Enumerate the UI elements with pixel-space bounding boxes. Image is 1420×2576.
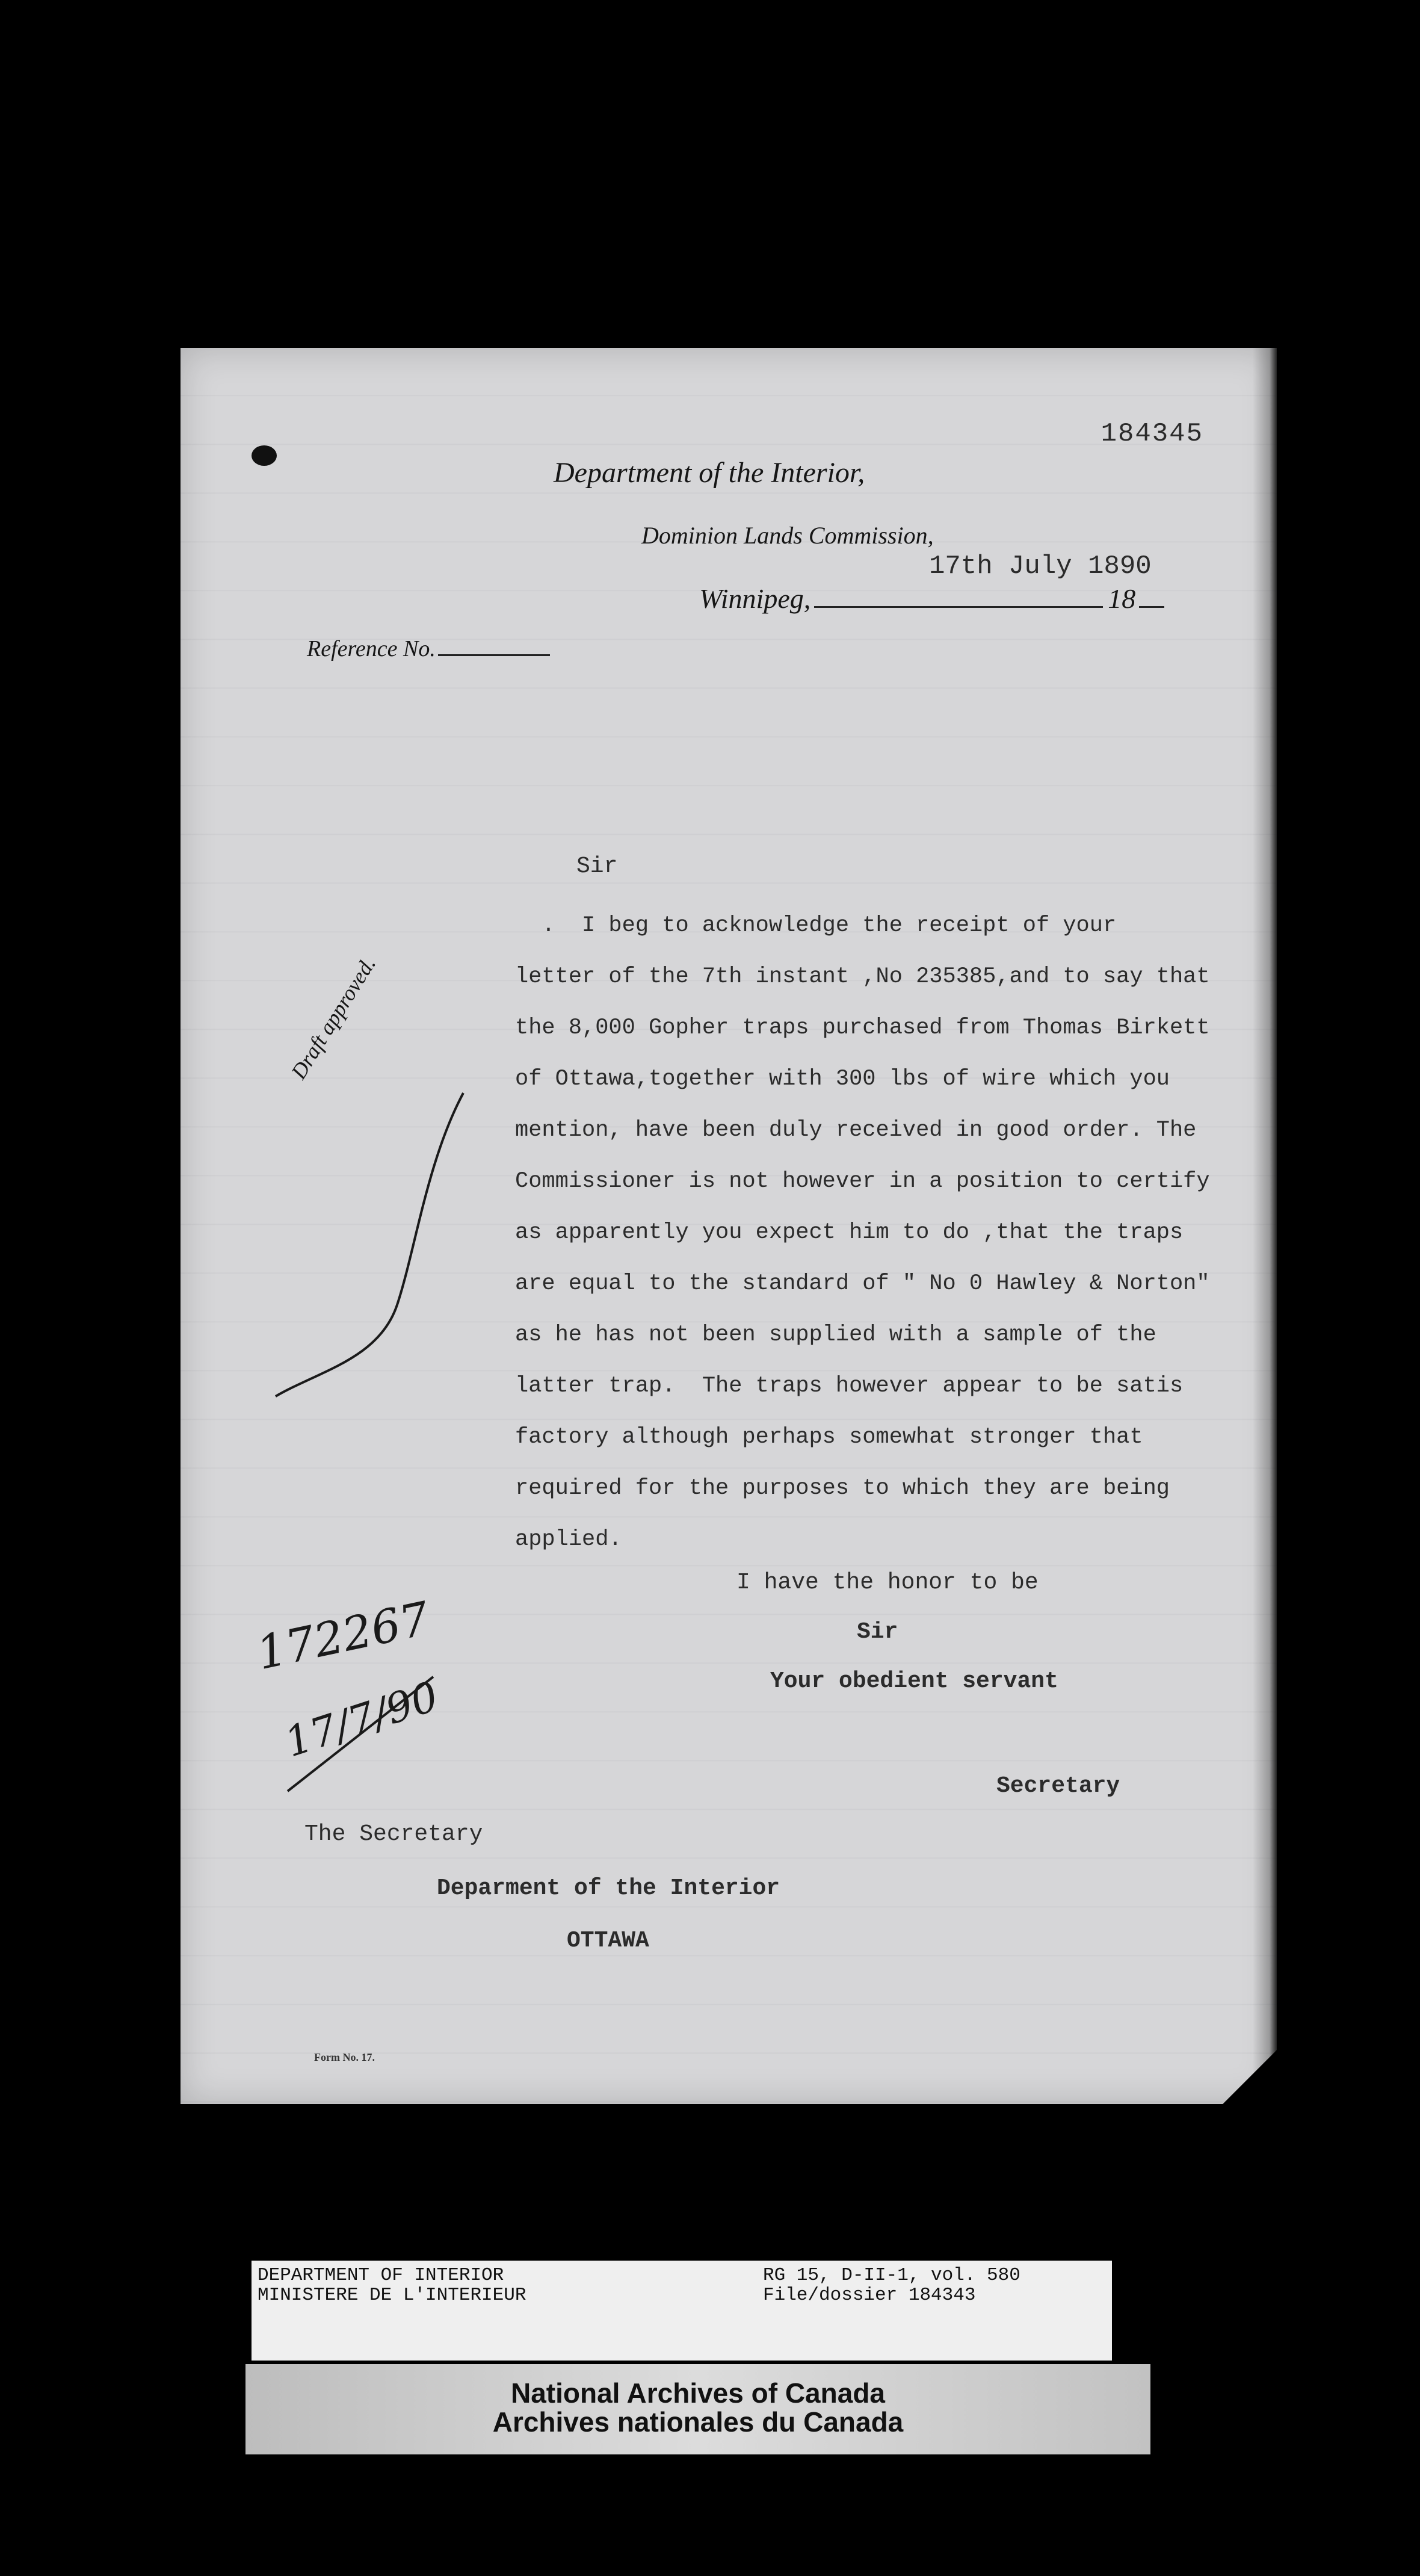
- reference-rule: [438, 643, 550, 656]
- closing-servant: Your obedient servant: [770, 1668, 1058, 1694]
- archive-dept-french: MINISTERE DE L'INTERIEUR: [258, 2285, 526, 2306]
- closing-sir: Sir: [857, 1619, 898, 1645]
- place-date-line: [699, 583, 1164, 615]
- archives-name-english: National Archives of Canada: [510, 2377, 885, 2409]
- letter-page: [181, 348, 1277, 2104]
- handwritten-date: 17/7/90: [279, 1673, 444, 1767]
- handwritten-reference: 172267: [252, 1591, 434, 1680]
- addressee-title: The Secretary: [304, 1821, 483, 1847]
- body-line: as he has not been supplied with a sample of the: [515, 1322, 1156, 1348]
- archive-label: [252, 2261, 1112, 2361]
- salutation: Sir: [576, 853, 618, 879]
- draft-approved-stamp: Draft approved.: [286, 952, 380, 1083]
- handwritten-curve: [271, 1088, 469, 1401]
- addressee-department: Deparment of the Interior: [437, 1875, 780, 1901]
- body-line: . I beg to acknowledge the receipt of your: [515, 913, 1117, 938]
- signature-title: Secretary: [996, 1773, 1120, 1799]
- body-line: as apparently you expect him to do ,that the traps: [515, 1220, 1184, 1245]
- body-line: Commissioner is not however in a position to certify: [515, 1169, 1210, 1194]
- letter-body: [515, 900, 1243, 1565]
- date-rule: [814, 594, 1103, 608]
- year-rule: [1139, 594, 1164, 608]
- commission-heading: Dominion Lands Commission,: [641, 522, 934, 549]
- archives-banner: [245, 2364, 1150, 2454]
- file-number: 184345: [1100, 419, 1203, 449]
- body-line: applied.: [515, 1527, 622, 1552]
- archive-dept-english: DEPARTMENT OF INTERIOR: [258, 2265, 504, 2286]
- reference-line: [307, 636, 550, 662]
- torn-corner: [1223, 2050, 1277, 2104]
- closing-line: I have the honor to be: [736, 1570, 1039, 1596]
- form-number: Form No. 17.: [314, 2051, 375, 2063]
- place-label: Winnipeg,: [699, 583, 811, 614]
- body-line: are equal to the standard of " No 0 Hawley & Norton": [515, 1271, 1210, 1296]
- punch-hole: [252, 445, 277, 466]
- typed-date: 17th July 1890: [929, 551, 1152, 581]
- body-line: mention, have been duly received in good order. The: [515, 1118, 1197, 1143]
- body-line: required for the purposes to which they are being: [515, 1476, 1170, 1501]
- year-prefix: 18: [1108, 583, 1136, 614]
- body-line: letter of the 7th instant ,No 235385,and to say that: [515, 964, 1210, 989]
- archive-record-group: RG 15, D-II-1, vol. 580: [763, 2265, 1020, 2286]
- archive-file-number: File/dossier 184343: [763, 2285, 976, 2306]
- page-edge-shadow: [1253, 348, 1277, 2104]
- archive-label-left: [258, 2265, 526, 2305]
- addressee-city: OTTAWA: [567, 1928, 649, 1954]
- body-line: of Ottawa,together with 300 lbs of wire which you: [515, 1067, 1170, 1092]
- department-heading: Department of the Interior,: [554, 457, 865, 489]
- body-line: factory although perhaps somewhat stronger that: [515, 1425, 1143, 1450]
- reference-label: Reference No.: [307, 636, 436, 661]
- archive-label-right: [763, 2265, 1020, 2305]
- body-line: latter trap. The traps however appear to be satis: [515, 1373, 1184, 1399]
- archives-name-french: Archives nationales du Canada: [492, 2406, 904, 2438]
- body-line: the 8,000 Gopher traps purchased from Thomas Birkett: [515, 1015, 1210, 1041]
